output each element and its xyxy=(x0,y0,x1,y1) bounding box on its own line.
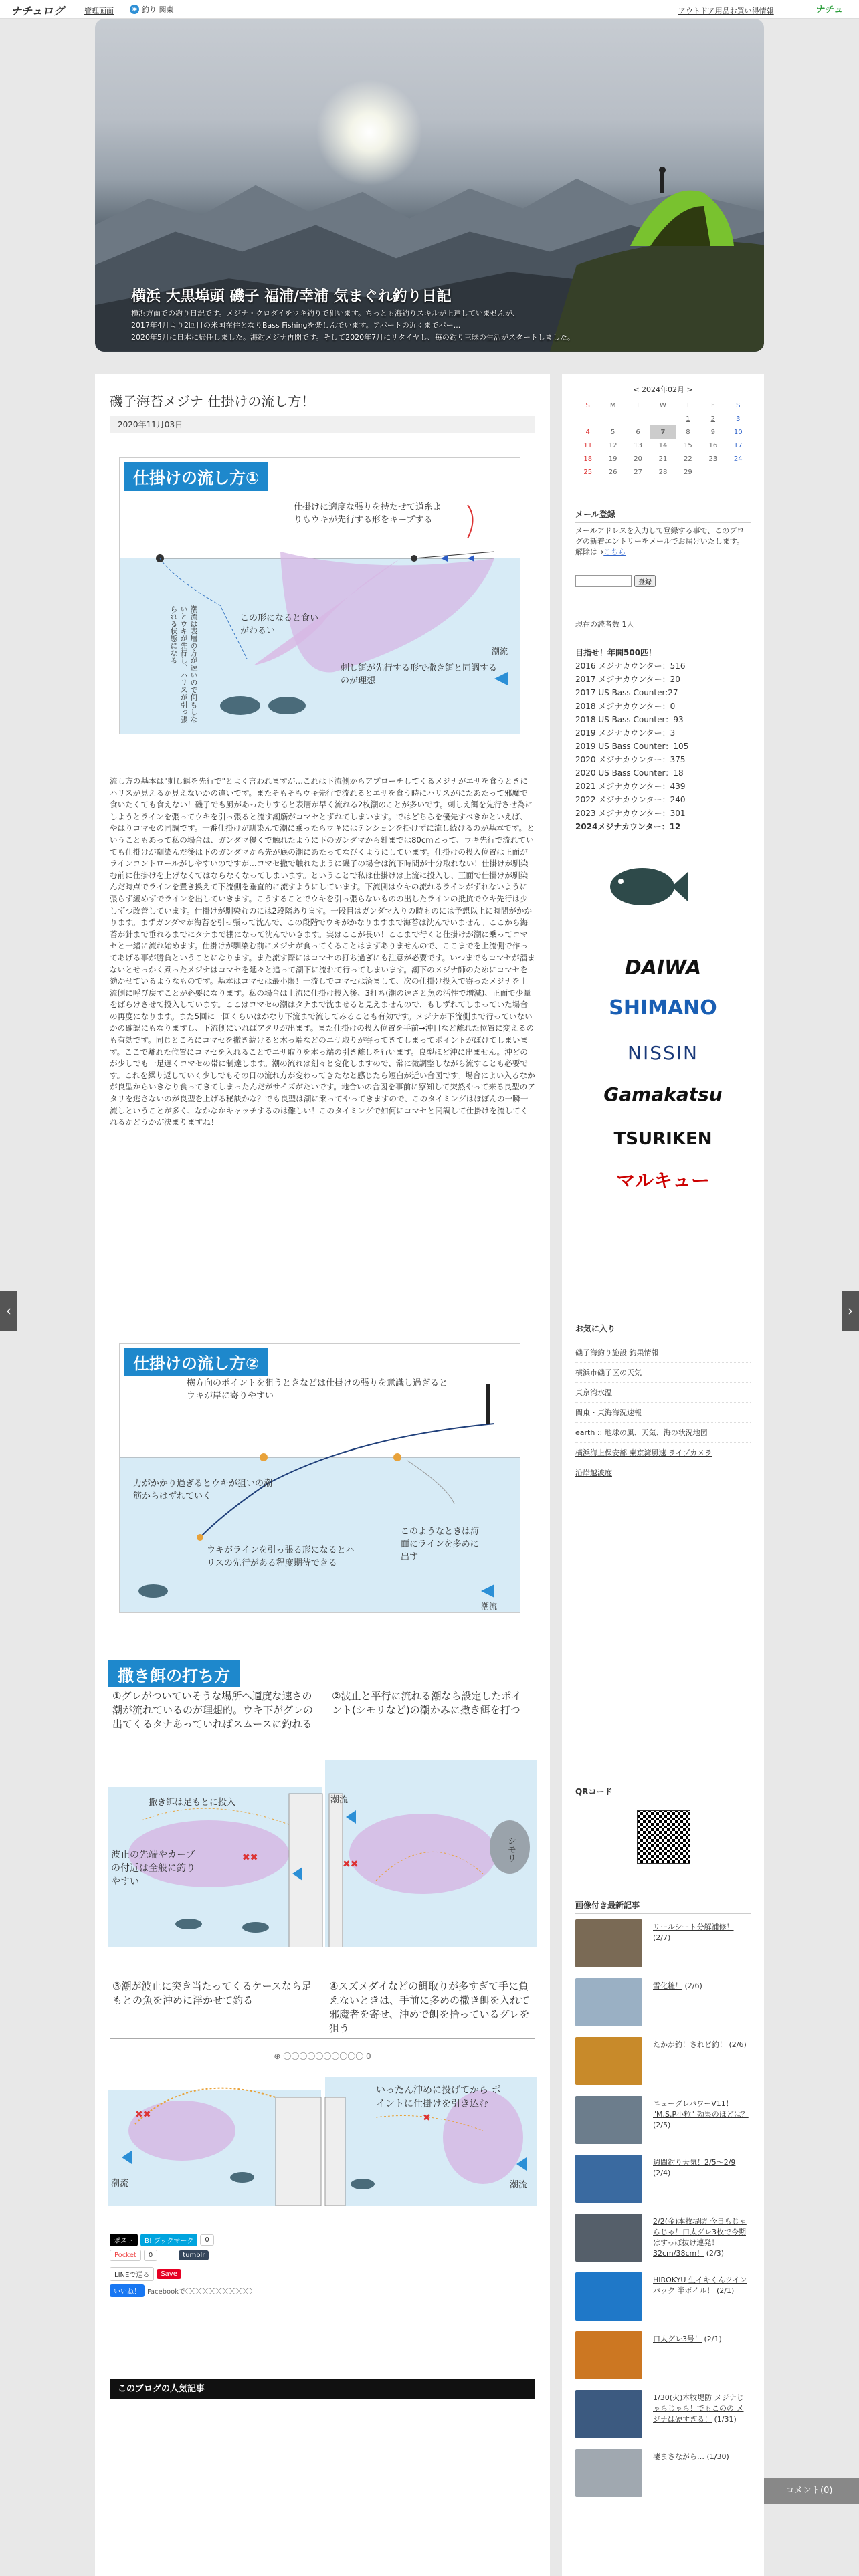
recent-heading: 画像付き最新記事 xyxy=(575,1899,751,1914)
tide-label-3: 潮流 xyxy=(330,1795,349,1805)
recent-post-title[interactable]: HIROKYU 生イキくんツインパック 半ボイル！ xyxy=(653,2276,747,2295)
counter-line: 2020 メジナカウンター：375 xyxy=(575,755,686,764)
favorite-link[interactable]: 沿岸越波度 xyxy=(575,1463,751,1483)
recent-post-text xyxy=(653,2275,751,2296)
calendar-day: 24 xyxy=(733,455,743,463)
calendar-day xyxy=(575,412,600,425)
recent-post-thumbnail[interactable] xyxy=(575,2272,642,2321)
facebook-text: Facebookで〇〇〇〇〇〇〇〇〇〇 xyxy=(147,2288,252,2296)
blog-description xyxy=(131,308,733,344)
recent-post-date: (2/7) xyxy=(653,1933,671,1942)
x-post-button[interactable]: ポスト xyxy=(110,2234,138,2246)
sns-row-1 xyxy=(110,2234,214,2246)
recent-post-thumbnail[interactable] xyxy=(575,2037,642,2085)
calendar-day[interactable]: 1 xyxy=(686,415,690,423)
recent-post-item[interactable] xyxy=(575,2214,751,2267)
calendar-day[interactable]: 4 xyxy=(585,428,590,436)
recent-post-title[interactable]: 2/2(金)本牧堤防 今日もじゃらじゃ！口太グレ3枚で今期はすっぽ抜け連発！32cm/38cm！ xyxy=(653,2217,747,2258)
favorite-link[interactable]: 東京湾水温 xyxy=(575,1383,751,1403)
calendar-day[interactable]: 7 xyxy=(650,425,675,439)
recent-post-date: (2/1) xyxy=(714,2286,735,2295)
calendar-day: 23 xyxy=(708,455,718,463)
note-ideal: 刺し餌が先行する形で撒き餌と同調するのが理想 xyxy=(341,663,498,686)
diagram-flow-2 xyxy=(119,1343,520,1613)
recent-post-date: (2/5) xyxy=(653,2121,671,2129)
hero-banner xyxy=(95,19,764,352)
post-date: 2020年11月03日 xyxy=(110,416,535,433)
facebook-like-button[interactable]: いいね！ xyxy=(110,2284,145,2297)
tent-image xyxy=(624,166,737,253)
note-too-much-force: 力がかかり過ぎるとウキが狙いの潮筋からはずれていく xyxy=(133,1479,273,1501)
calendar-day xyxy=(626,412,650,425)
recent-post-thumbnail[interactable] xyxy=(575,2214,642,2262)
recent-post-item[interactable] xyxy=(575,2155,751,2208)
recent-post-text xyxy=(653,2334,751,2345)
note-float-leads: ウキがラインを引っ張る形になるとハリスの先行がある程度期待できる xyxy=(207,1545,355,1568)
sns-row-4 xyxy=(110,2284,252,2297)
favorites-list xyxy=(575,1343,751,1483)
calendar-day: 10 xyxy=(733,428,743,436)
fish-icon: ◉ xyxy=(130,5,139,14)
calendar-day[interactable]: 2 xyxy=(710,415,715,423)
recent-post-date: (2/6) xyxy=(727,2040,747,2049)
calendar-day: 29 xyxy=(684,468,692,476)
note-bad-shape: この形になると食いがわるい xyxy=(240,613,319,636)
note-more-line: このようなときは海面にラインを多めに出す xyxy=(401,1527,480,1562)
note-sideways: 横方向のポイントを狙うときなどは仕掛けの張りを意識し過ぎるとウキが岸に寄りやすい xyxy=(187,1378,448,1401)
daiwa-logo[interactable]: DAIWA xyxy=(624,956,702,980)
email-field[interactable] xyxy=(575,575,632,587)
recent-post-date: (2/6) xyxy=(682,1981,702,1990)
qr-heading: QRコード xyxy=(575,1786,751,1800)
calendar-weekday: F xyxy=(710,401,715,409)
counter-line: 2017 US Bass Counter:27 xyxy=(575,688,678,697)
calendar-weekday: M xyxy=(609,401,616,409)
tide-label-4: 潮流 xyxy=(111,2179,129,2189)
counter-line: 2023 メジナカウンター：301 xyxy=(575,809,686,818)
calendar-day xyxy=(726,465,751,479)
recent-post-text xyxy=(653,2099,751,2131)
favorites-heading: お気に入り xyxy=(575,1323,751,1337)
recent-post-title[interactable]: 1/30(火)本牧堤防 メジナじゃらじゃら！でもこのの メジナは硬すぎる！ xyxy=(653,2393,744,2424)
comment-button[interactable]: コメント(0) xyxy=(764,2478,859,2504)
recent-post-title[interactable]: リールシート分解補修！ xyxy=(653,1923,734,1931)
recent-post-item[interactable] xyxy=(575,2096,751,2149)
blog-title[interactable]: 横浜 大黒埠頭 磯子 福浦/幸浦 気まぐれ釣り日記 xyxy=(131,288,452,305)
desc-line-1: 横浜方面での釣り日記です。メジナ・クロダイをウキ釣りで狙います。ちっとも海釣りスキルが上達していませんが、 xyxy=(131,309,520,318)
recent-post-thumbnail[interactable] xyxy=(575,1919,642,1967)
calendar-day: 25 xyxy=(583,468,593,476)
recent-post-thumbnail[interactable] xyxy=(575,2449,642,2497)
counter-line: 2018 US Bass Counter：93 xyxy=(575,715,684,724)
favorite-link[interactable]: 横浜海上保安部 東京湾風速 ライブカメラ xyxy=(575,1443,751,1463)
note-tension: 仕掛けに適度な張りを持たせて道糸よりもウキが先行する形をキープする xyxy=(294,502,442,525)
mail-form xyxy=(575,575,656,587)
recent-post-item[interactable] xyxy=(575,2037,751,2090)
counter-line: 2019 US Bass Counter：105 xyxy=(575,742,689,751)
calendar-day: 21 xyxy=(658,455,668,463)
calendar-day[interactable]: 5 xyxy=(610,428,615,436)
favorite-link[interactable]: 横浜市磯子区の天気 xyxy=(575,1363,751,1383)
calendar-weekday: T xyxy=(686,401,690,409)
diagram-heading: 仕掛けの流し方① xyxy=(124,462,268,491)
recent-post-thumbnail[interactable] xyxy=(575,1978,642,2026)
site-logo[interactable]: ナチュログ xyxy=(11,5,64,17)
recent-post-item[interactable] xyxy=(575,1978,751,2032)
recent-post-text xyxy=(653,2157,751,2179)
note-ideal-spot: ①グレがついていそうな場所へ適度な速さの潮が流れているのが理想的。ウキ下がグレの出てくるタナあっていればスムースに釣れる xyxy=(112,1690,314,1730)
desc-line-3: 2020年5月に日本に帰任しました。海釣メジナ再開です。そして2020年7月にリタイヤし、毎の釣り三昧の生活がスタートしました。 xyxy=(131,333,575,342)
calendar-day: 20 xyxy=(634,455,642,463)
calendar-day: 22 xyxy=(684,455,692,463)
shimori-label: シモリ xyxy=(506,1836,516,1862)
recent-post-text xyxy=(653,2040,751,2050)
note-chum-feet: 撒き餌は足もとに投入 xyxy=(149,1798,236,1808)
recent-post-date: (2/3) xyxy=(704,2249,725,2258)
sns-row-3 xyxy=(110,2267,181,2281)
qr-code xyxy=(637,1810,690,1864)
recent-post-date: (1/31) xyxy=(712,2415,737,2424)
subscribe-button[interactable]: 登録 xyxy=(634,575,656,587)
recent-post-item[interactable] xyxy=(575,2331,751,2385)
diagram-chum-2 xyxy=(108,1977,537,2206)
marukyu-logo[interactable]: マルキュー xyxy=(615,1170,710,1192)
favorite-link[interactable]: 関東・東海海況速報 xyxy=(575,1403,751,1423)
brand-logo[interactable]: ナチュ xyxy=(815,5,843,15)
share-count: 0 xyxy=(366,2052,371,2061)
shimano-logo[interactable]: SHIMANO xyxy=(609,996,717,1020)
recent-post-title[interactable]: 口太グレ3号！ xyxy=(653,2335,702,2343)
svg-text:✖: ✖ xyxy=(423,2113,431,2123)
post-title[interactable]: 磯子海苔メジナ 仕掛けの流し方！ xyxy=(110,393,315,409)
recent-post-title[interactable]: 凄まさながら… xyxy=(653,2452,704,2461)
mail-desc: メールアドレスを入力して登録する事で、このブログの新着エントリーをメールでお届けいたします。解除は→ xyxy=(575,526,745,556)
recent-post-text xyxy=(653,1922,751,1943)
calendar-day: 17 xyxy=(733,441,743,449)
svg-text:✖✖: ✖✖ xyxy=(242,1852,258,1863)
hatena-bookmark-button[interactable]: B! ブックマーク xyxy=(140,2234,197,2246)
calendar-day: 8 xyxy=(686,428,690,436)
tide-label-2: 潮流 xyxy=(481,1602,498,1611)
note-surface-current: 潮流は表層の方が速いので何もしないとウキが先行し、ハリスが引っ張られる状態になる xyxy=(169,605,198,723)
recent-post-text xyxy=(653,2452,751,2462)
admin-link[interactable]: 管理画面 xyxy=(84,7,114,15)
calendar-day xyxy=(600,412,625,425)
next-page-arrow[interactable]: › xyxy=(842,1291,859,1331)
note-bait-stealers: ④スズメダイなどの餌取りが多すぎて手に負えないときは、手前に多めの撒き餌を入れて邪魔者を寄せ、沖めで餌を拾っているグレを狙う xyxy=(329,1980,531,2034)
tide-label: 潮流 xyxy=(492,647,508,656)
fish-counters xyxy=(575,646,751,833)
pinterest-save-button[interactable]: Save xyxy=(157,2269,181,2279)
main-content xyxy=(95,374,550,2576)
calendar-day: 26 xyxy=(608,468,617,476)
counter-line: 2021 メジナカウンター：439 xyxy=(575,782,686,791)
recent-post-item[interactable] xyxy=(575,2449,751,2502)
category-link[interactable] xyxy=(130,4,174,15)
popular-posts-header: このブログの人気記事 xyxy=(110,2379,535,2399)
note-parallel: ②波止と平行に流れる潮なら設定したポイント(シモリなど)の潮かみに撒き餌を打つ xyxy=(332,1690,522,1716)
calendar-day: 9 xyxy=(710,428,715,436)
counter-line: 目指せ！年間500匹！ xyxy=(575,648,657,657)
counter-line: 2019 メジナカウンター：3 xyxy=(575,728,676,738)
calendar-day: 11 xyxy=(583,441,593,449)
readers-count: 現在の読者数 1人 xyxy=(575,620,634,629)
share-box-text: 〇〇〇〇〇〇〇〇〇〇 xyxy=(283,2052,364,2061)
diagram-flow-1 xyxy=(119,457,520,734)
calendar-day: 13 xyxy=(634,441,642,449)
counter-line: 2016 メジナカウンター：516 xyxy=(575,661,686,671)
category-label: 釣り 関東 xyxy=(142,5,174,14)
favorite-link[interactable]: 磯子海釣り施設 釣果情報 xyxy=(575,1343,751,1363)
recent-post-text xyxy=(653,2393,751,2425)
desc-line-2: 2017年4月より2回目の米国在住となりBass Fishingを楽しんでいます。アパートの近くまでバー... xyxy=(131,321,461,330)
sns-row-2 xyxy=(110,2250,209,2261)
recent-post-thumbnail[interactable] xyxy=(575,2096,642,2144)
calendar-day: 27 xyxy=(634,468,642,476)
counter-line: 2018 メジナカウンター：0 xyxy=(575,702,676,711)
line-button[interactable]: LINEで送る xyxy=(110,2267,154,2281)
calendar-day: 19 xyxy=(608,455,617,463)
nissin-logo[interactable]: NISSIN xyxy=(628,1042,698,1064)
calendar-day[interactable]: 6 xyxy=(636,428,640,436)
tumblr-button[interactable]: tumblr xyxy=(179,2250,209,2260)
post-body: 流し方の基本は"刺し餌を先行で"とよく言われますが…これは下流側からアプローチしてくるメジナがエサを食うときにハリスが見えるか見えないかの違いです。またそもそもウキ先行で流れるとエサを食う時にハリスがにたあたって邪魔で食いたくても食えない！磯子でも風があったりすると表層が早く流れる2枚潮のことが多いです。刺しえ餌を先行させ為にしようとラインを張ってウキを引っ張ると流す潮筋がコマセとずれてしまいます。ではどちらを優先すべきかといえば、やはりコマセの同調です。一番仕掛けが馴染んで潮に乗ったらウキにはテンションを掛けずに流し続けるのが基本です。ということもあって私の場合は、ガンダマ優くで触れたように下のガンダマから針までは80cmとって、ウキ先行で流れていても仕掛けが馴染んだ後は下のガンダマから先が底の潮にあたってなびくようにしています。仕掛けの投入位置は正面がラインコントロールがしやすいのですが…コマセ撒で触れたように磯子の場合は流下時間が十分取れない！仕掛けが馴染む前に仕掛けを上げなくてはならなくなってしまいます。ということで私は仕掛けは上流に投入し、正面で仕掛けが馴染んだ時点でラインを置き換えて下流側を垂直的に流すようにしています。下流側はウキの流れるラインがずれないように張らず緩めずでラインを出していきます。こうすることでウキを引っ張らないものの出したラインの抵抗でウキ先行は少しずつ改善しています。仕掛けが馴染むのには2段階あります。一段目はガンダマ入りの時ものには予想以上に時間がかかります。まずガンダマが海苔を引っ張って沈んで、この段階でウキがかなりますまで海苔は沈んでいません。ここから海苔が針まで垂れるまでにタナまで棚になって沈んでいきます。実はここが長い！ここまで行くと仕掛けが潮に乗ってコマセと一緒に流れ始めます。仕掛けが馴染む前にメジナが食ってくることはまずありませんので、ここまでを上流側で作ってあげる事が勝負ということになります。また流す際にはコマセの打ち過ぎにも注意が必要です。いつまでもコマセが溜まないとせっかく煮ったメジナはコマセを延々と追って潮下に流れて行ってしまいます。潮下のメジナ師のためにコマセを効かせているようなものです。基本はコマセは最小限！一流しでコマセは済まして、次の仕掛け投入で寄ったメジナを上流側に呼び戻すことが必要になります。私の場合は上流に仕掛け投入後、3打ち(潮の速さと魚の活性で増減)、正面で少量をばらけさせて投入しています。ここはコマセの潮はタナまで沈ませると見えませんので、もしずれてしまっていた場合の再度になります。また5回に一回くらいはかなり下流まで流してみることも有効です。メジナが下流側まで行っていないかの確認にもなりますし、下流側にいればアタリが出ます。また仕掛けの投入位置を手前→沖目など離れた位置に変えるのも有効です。同じところにコマセを撒き続けると木っ端などのエサ取りが寄ってきてしまってポイントがぼけてしまいます。ここで離れた位置にコマセを入れることでエサ取りを本っ端の引き離しを行います。良型ほど沖に出ません。沖どのが少しでも一足遅くコマセの帯に制達します。潮の流れは刻々と変化しますので、常に微調整しながら流すことも必要です。これを繰り返していく少しでもその日の流れ方が変わってきたなと感じたら短白が近い合図です。場合によい入るなかが良型からいきなり食ってきてしまったんだがサイズがたいです。地合いの合図を事前に察知して突然やって来る良型のアタリを逃さないのが良型を上げる秘訣かな？でも良型は潮に乗ってやってきますので、このタイミングはほぼんの一瞬一流しということが多く、なかなかキャッチするのは難しい！このタイミングで如何にコマセと同調して仕掛けを流してくれるかどうかが決まりますね！ xyxy=(110,776,535,1128)
diagram-heading-2: 仕掛けの流し方② xyxy=(124,1348,268,1376)
recent-post-date: (1/30) xyxy=(704,2452,729,2461)
svg-text:✖✖: ✖✖ xyxy=(135,2109,151,2120)
recent-post-title[interactable]: たかが釣！されど釣！ xyxy=(653,2040,727,2049)
mail-text xyxy=(575,526,751,558)
recent-post-title[interactable]: 雪化粧！ xyxy=(653,1981,682,1990)
note-breakwater-tip: 波止の先端やカーブの付近は全般に釣りやすい xyxy=(111,1850,195,1887)
calendar-day xyxy=(650,412,675,425)
pocket-count: 0 xyxy=(144,2250,157,2261)
note-float-fish: ③潮が波止に突き当たってくるケースなら足もとの魚を沖めに浮かせて釣る xyxy=(112,1980,312,2006)
calendar-caption[interactable]: < 2024年02月 > xyxy=(633,385,693,394)
fish-illustration xyxy=(602,860,689,914)
calendar-day: 16 xyxy=(708,441,718,449)
calendar xyxy=(575,384,751,479)
tide-label-5: 潮流 xyxy=(510,2180,528,2190)
counter-line: 2024メジナカウンター：12 xyxy=(575,822,681,831)
recent-post-thumbnail[interactable] xyxy=(575,2155,642,2203)
recent-post-text xyxy=(653,1981,751,1992)
recent-post-item[interactable] xyxy=(575,1919,751,1973)
counter-line: 2020 US Bass Counter：18 xyxy=(575,768,684,778)
recent-post-text xyxy=(653,2216,751,2259)
recent-post-thumbnail[interactable] xyxy=(575,2390,642,2438)
recent-post-title[interactable]: ニューグレパワーV11！ "M.S.P小粒" 効果のほどは？ xyxy=(653,2099,749,2119)
favorite-link[interactable]: earth :: 地球の風、天気、海の状況地図 xyxy=(575,1423,751,1443)
prev-page-arrow[interactable]: ‹ xyxy=(0,1291,17,1331)
calendar-day: 28 xyxy=(658,468,668,476)
recent-post-thumbnail[interactable] xyxy=(575,2331,642,2379)
outdoor-deals-link[interactable]: アウトドア用品お買い得情報 xyxy=(678,7,774,15)
recent-post-item[interactable] xyxy=(575,2390,751,2444)
tsuriken-logo[interactable]: TSURIKEN xyxy=(613,1129,712,1149)
calendar-day: 14 xyxy=(658,441,668,449)
share-icon: ⊕ xyxy=(274,2052,284,2061)
calendar-day xyxy=(700,465,725,479)
recent-post-title[interactable]: 週間釣り天気！2/5～2/9 xyxy=(653,2158,736,2167)
sidebar xyxy=(562,374,764,2576)
unsubscribe-link[interactable]: こちら xyxy=(603,548,626,556)
calendar-weekday: S xyxy=(585,401,590,409)
calendar-weekday: T xyxy=(636,401,640,409)
calendar-day: 18 xyxy=(583,455,593,463)
hatena-count: 0 xyxy=(200,2234,213,2246)
calendar-weekday: S xyxy=(736,401,741,409)
calendar-table xyxy=(575,399,751,479)
pocket-button[interactable]: Pocket xyxy=(110,2250,141,2261)
counter-line: 2017 メジナカウンター：20 xyxy=(575,675,680,684)
mail-heading: メール登録 xyxy=(575,508,751,523)
svg-text:✖✖: ✖✖ xyxy=(343,1859,359,1870)
note-cast-then-pull: いったん沖めに投げてから ポイントに仕掛けを引き込む xyxy=(376,2085,501,2109)
share-box[interactable] xyxy=(110,2038,535,2074)
counter-line: 2022 メジナカウンター：240 xyxy=(575,795,686,804)
calendar-day: 15 xyxy=(684,441,692,449)
top-bar xyxy=(0,0,859,19)
recent-post-date: (2/1) xyxy=(702,2335,722,2343)
calendar-weekday: W xyxy=(660,401,666,409)
recent-post-date: (2/4) xyxy=(653,2169,671,2177)
calendar-day: 3 xyxy=(736,415,741,423)
diagram-heading-3: 撒き餌の打ち方 xyxy=(108,1660,240,1689)
gamakatsu-logo[interactable]: Gamakatsu xyxy=(603,1083,723,1105)
calendar-day: 12 xyxy=(608,441,617,449)
recent-post-item[interactable] xyxy=(575,2272,751,2326)
diagram-chum-1 xyxy=(108,1660,537,1947)
